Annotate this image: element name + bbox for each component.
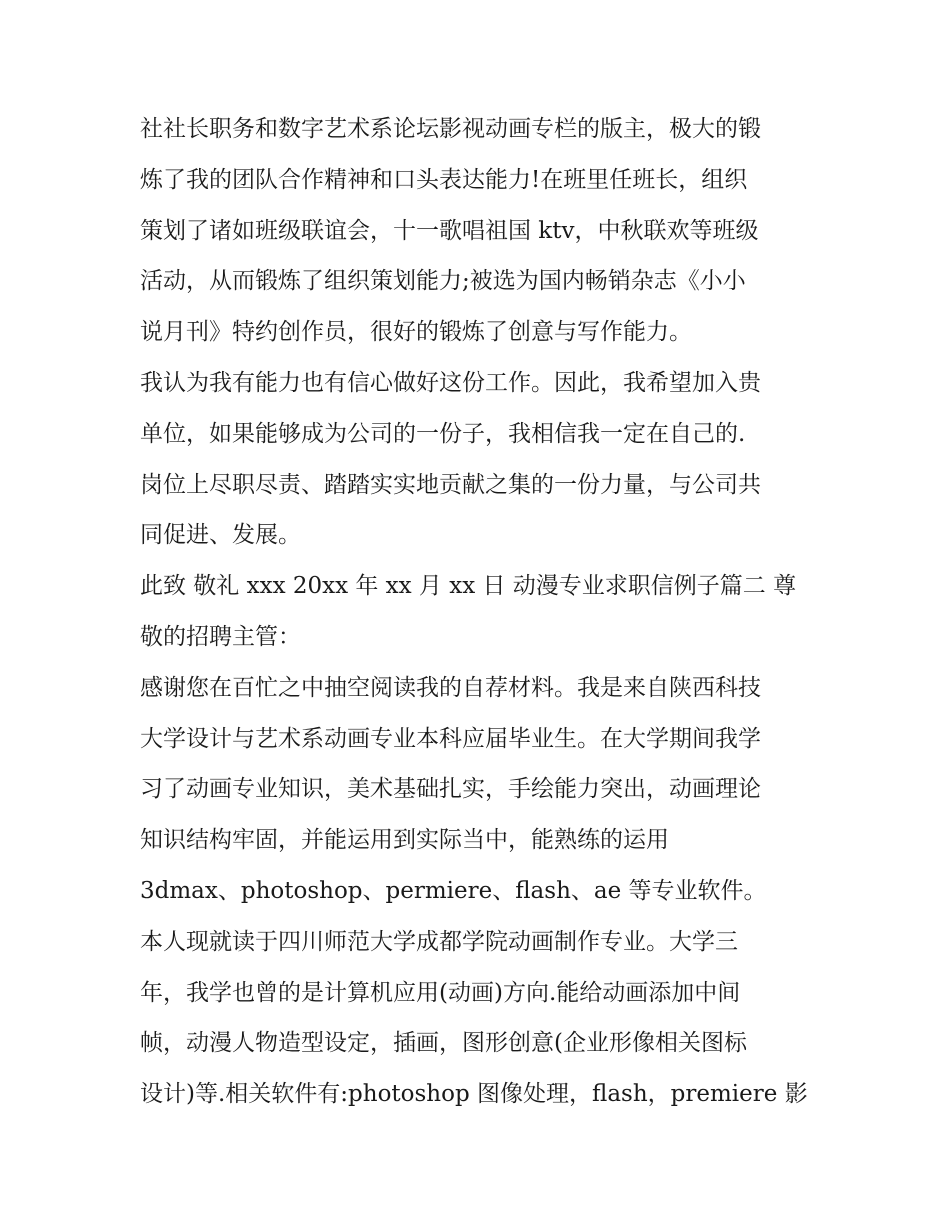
text-line: 单位，如果能够成为公司的一份子，我相信我一定在自己的. [140, 420, 746, 447]
text-line: 策划了诸如班级联谊会，十一歌唱祖国 ktv，中秋联欢等班级 [140, 217, 759, 244]
text-line: 知识结构牢固，并能运用到实际当中，能熟练的运用 [140, 827, 669, 854]
text-line: 帧，动漫人物造型设定，插画，图形创意(企业形像相关图标 [140, 1030, 747, 1057]
text-line: 设计)等.相关软件有:photoshop 图像处理，flash，premiere 影 [140, 1081, 808, 1108]
text-line: 我认为我有能力也有信心做好这份工作。因此，我希望加入贵 [140, 369, 761, 396]
text-line: 此致 敬礼 xxx 20xx 年 xx 月 xx 日 动漫专业求职信例子篇二 尊 [140, 573, 797, 600]
text-line: 同促进、发展。 [140, 522, 301, 549]
text-line: 大学设计与艺术系动画专业本科应届毕业生。在大学期间我学 [140, 725, 761, 752]
text-line: 炼了我的团队合作精神和口头表达能力!在班里任班长，组织 [140, 166, 748, 193]
text-line: 活动，从而锻炼了组织策划能力;被选为国内畅销杂志《小小 [140, 268, 746, 295]
text-line: 说月刊》特约创作员，很好的锻炼了创意与写作能力。 [140, 319, 692, 346]
text-line: 习了动画专业知识，美术基础扎实，手绘能力突出，动画理论 [140, 776, 761, 803]
text-line: 岗位上尽职尽责、踏踏实实地贡献之集的一份力量，与公司共 [140, 471, 761, 498]
text-line: 敬的招聘主管： [140, 623, 301, 650]
text-line: 年，我学也曾的是计算机应用(动画)方向.能给动画添加中间 [140, 979, 741, 1006]
text-line: 本人现就读于四川师范大学成都学院动画制作专业。大学三 [140, 928, 738, 955]
text-line: 感谢您在百忙之中抽空阅读我的自荐材料。我是来自陕西科技 [140, 674, 761, 701]
document-body [140, 104, 820, 1120]
text-line: 3dmax、photoshop、permiere、flash、ae 等专业软件。 [140, 877, 767, 904]
text-line: 社社长职务和数字艺术系论坛影视动画专栏的版主，极大的锻 [140, 116, 761, 142]
